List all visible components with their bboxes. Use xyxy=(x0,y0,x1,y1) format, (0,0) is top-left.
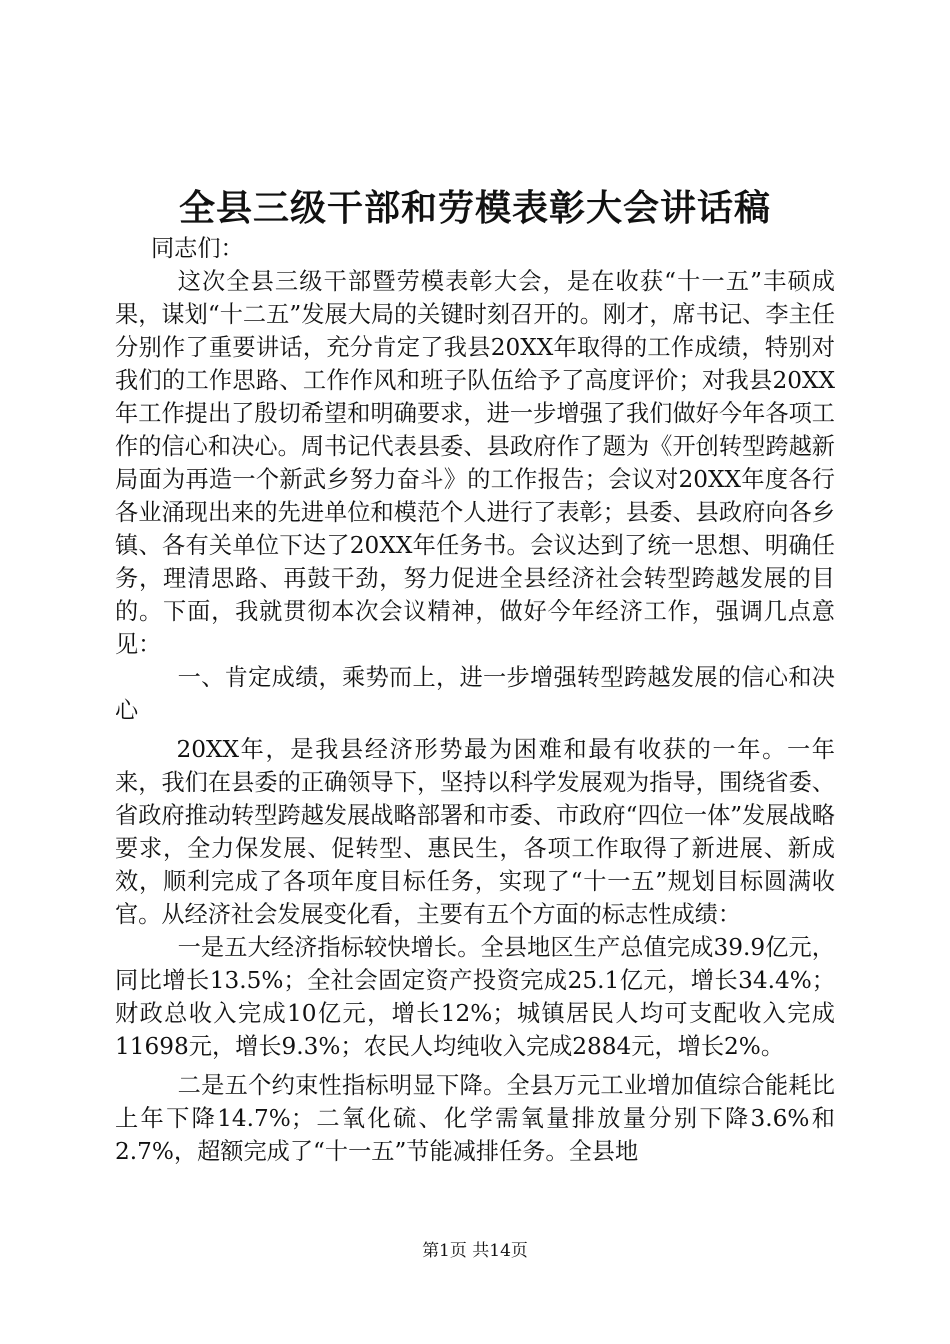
salutation: 同志们： xyxy=(150,235,244,262)
page-number: 第1页 共14页 xyxy=(422,1241,528,1261)
document-body xyxy=(115,232,835,1168)
paragraph-point-1: 一是五大经济指标较快增长。全县地区生产总值完成39.9亿元，同比增长13.5%；全社会固定资产投资完成25.1亿元，增长34.4%；财政总收入完成10亿元，增长12%；城镇居民人均可支配收入完成11698元，增长9.3%；农民人均纯收入完成2884元，增长2%。 xyxy=(115,934,835,1060)
paragraph-intro: 这次全县三级干部暨劳模表彰大会，是在收获“十一五”丰硕成果，谋划“十二五”发展大局的关键时刻召开的。刚才，席书记、李主任分别作了重要讲话，充分肯定了我县20XX年取得的工作成绩，特别对我们的工作思路、工作作风和班子队伍给予了高度评价；对我县20XX年工作提出了殷切希望和明确要求，进一步增强了我们做好今年各项工作的信心和决心。周书记代表县委、县政府作了题为《开创转型跨越新局面为再造一个新武乡努力奋斗》的工作报告；会议对20XX年度各行各业涌现出来的先进单位和模范个人进行了表彰；县委、县政府向各乡镇、各有关单位下达了20XX年任务书。会议达到了统一思想、明确任务，理清思路、再鼓干劲，努力促进全县经济社会转型跨越发展的目的。下面，我就贯彻本次会议精神，做好今年经济工作，强调几点意见： xyxy=(115,268,835,658)
section-heading-1: 一、肯定成绩，乘势而上，进一步增强转型跨越发展的信心和决心 xyxy=(115,664,835,724)
document-title: 全县三级干部和劳模表彰大会讲话稿 xyxy=(178,187,771,229)
paragraph-review: 20XX年，是我县经济形势最为困难和最有收获的一年。一年来，我们在县委的正确领导下，坚持以科学发展观为指导，围绕省委、省政府推动转型跨越发展战略部署和市委、市政府“四位一体”发展战略要求，全力保发展、促转型、惠民生，各项工作取得了新进展、新成效，顺利完成了各项年度目标任务，实现了“十一五”规划目标圆满收官。从经济社会发展变化看，主要有五个方面的标志性成绩： xyxy=(115,736,835,928)
paragraph-point-2: 二是五个约束性指标明显下降。全县万元工业增加值综合能耗比上年下降14.7%；二氧化硫、化学需氧量排放量分别下降3.6%和2.7%，超额完成了“十一五”节能减排任务。全县地 xyxy=(115,1072,835,1165)
